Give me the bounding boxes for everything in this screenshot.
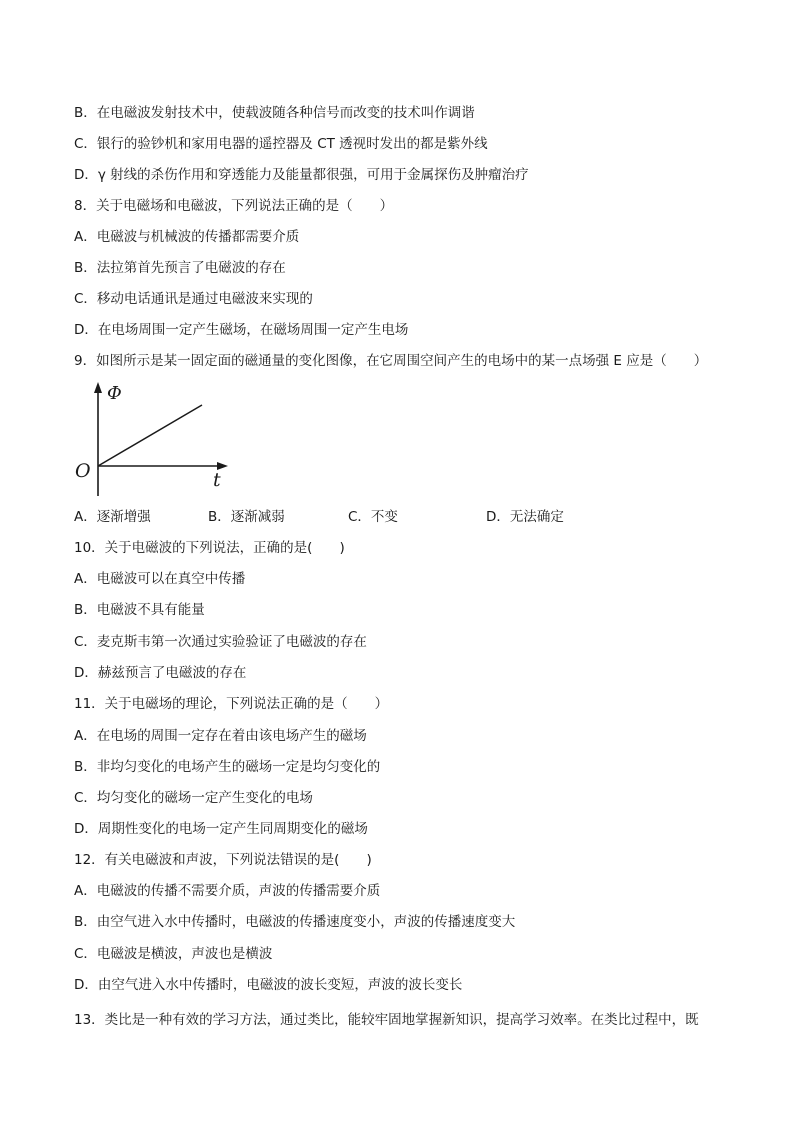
q8-stem: 8．关于电磁场和电磁波，下列说法正确的是（ ） [74,198,394,214]
q11-option-a: A．在电场的周围一定存在着由该电场产生的磁场 [74,728,367,744]
q11-stem: 11．关于电磁场的理论，下列说法正确的是（ ） [74,696,389,712]
q7-option-d: D．γ 射线的杀伤作用和穿透能力及能量都很强，可用于金属探伤及肿瘤治疗 [74,167,529,183]
flux-line [98,405,202,466]
q8-option-a: A．电磁波与机械波的传播都需要介质 [74,229,300,245]
y-axis-arrow [94,382,102,393]
q10-stem: 10．关于电磁波的下列说法，正确的是( ) [74,540,345,556]
q10-option-c: C．麦克斯韦第一次通过实验验证了电磁波的存在 [74,634,367,650]
q9-options [74,508,714,526]
x-axis-label: t [213,469,221,491]
origin-label: O [75,460,91,482]
q12-stem: 12．有关电磁波和声波，下列说法错误的是( ) [74,852,372,868]
q10-option-a: A．电磁波可以在真空中传播 [74,571,246,587]
y-axis-label: Φ [107,383,122,404]
q12-option-a: A．电磁波的传播不需要介质，声波的传播需要介质 [74,883,381,899]
q7-option-c: C．银行的验钞机和家用电器的遥控器及 CT 透视时发出的都是紫外线 [74,136,488,152]
q9-option-a: A．逐渐增强 [74,509,151,525]
q9-option-b: B．逐渐减弱 [208,509,285,525]
q12-option-b: B．由空气进入水中传播时，电磁波的传播速度变小，声波的传播速度变大 [74,914,516,930]
q9-option-c: C．不变 [348,509,398,525]
q12-option-d: D．由空气进入水中传播时，电磁波的波长变短，声波的波长变长 [74,977,463,993]
q12-option-c: C．电磁波是横波，声波也是横波 [74,946,273,962]
q8-option-b: B．法拉第首先预言了电磁波的存在 [74,260,286,276]
q11-option-b: B．非均匀变化的电场产生的磁场一定是均匀变化的 [74,759,381,775]
q8-option-c: C．移动电话通讯是通过电磁波来实现的 [74,291,313,307]
q9-stem: 9．如图所示是某一固定面的磁通量的变化图像，在它周围空间产生的电场中的某一点场强 E 应是（ ） [74,353,708,369]
q7-option-b: B．在电磁波发射技术中，使载波随各种信号而改变的技术叫作调谐 [74,105,475,121]
q8-option-d: D．在电场周围一定产生磁场，在磁场周围一定产生电场 [74,322,409,338]
q10-option-d: D．赫兹预言了电磁波的存在 [74,665,247,681]
q13-stem: 13．类比是一种有效的学习方法，通过类比，能较牢固地掌握新知识，提高学习效率。在类比过程中，既 [74,1012,699,1028]
q10-option-b: B．电磁波不具有能量 [74,602,205,618]
q9-option-d: D．无法确定 [486,509,564,525]
q11-option-c: C．均匀变化的磁场一定产生变化的电场 [74,790,313,806]
flux-time-graph [70,378,240,500]
q11-option-d: D．周期性变化的电场一定产生同周期变化的磁场 [74,821,368,837]
